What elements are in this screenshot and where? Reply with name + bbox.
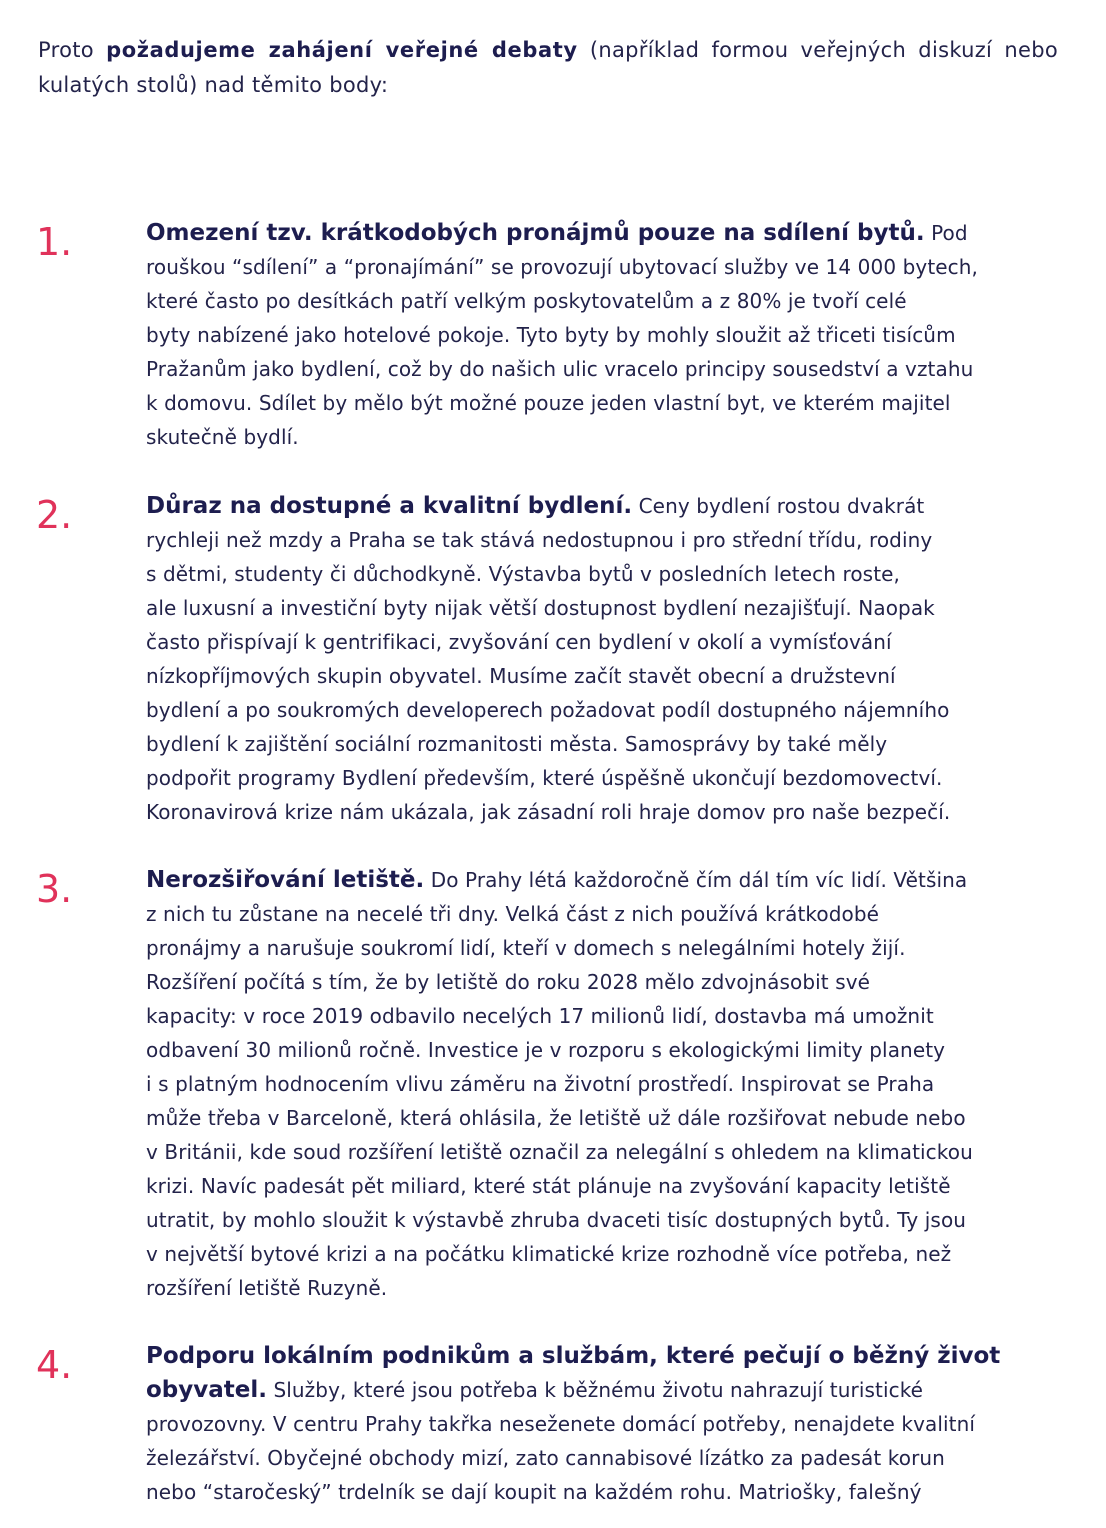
item-line: v největší bytové krizi a na počátku klimatické krize rozhodně více potřeba, než: [146, 1242, 952, 1266]
item-heading: Důraz na dostupné a kvalitní bydlení.: [146, 493, 633, 519]
item-line: může třeba v Barceloně, která ohlásila, že letiště už dále rozšiřovat nebude nebo: [146, 1106, 966, 1130]
item-line: které často po desítkách patří velkým poskytovatelům a z 80% je tvoří celé: [146, 289, 907, 313]
item-first-tail: Pod: [924, 221, 968, 245]
item-line: i s platným hodnocením vlivu záměru na životní prostředí. Inspirovat se Praha: [146, 1072, 935, 1096]
item-line: byty nabízené jako hotelové pokoje. Tyto byty by mohly sloužit až třiceti tisícům: [146, 323, 956, 347]
item-text: [146, 216, 1062, 454]
item-number: 3.: [36, 867, 73, 911]
item-first-line: [146, 489, 1062, 523]
item-line: pronájmy a narušuje soukromí lidí, kteří v domech s nelegálními hotely žijí.: [146, 936, 906, 960]
item-line: Koronavirová krize nám ukázala, jak zásadní roli hraje domov pro naše bezpečí.: [146, 800, 951, 824]
item-line: nebo “staročeský” trdelník se dají koupit na každém rohu. Matriošky, falešný: [146, 1480, 922, 1504]
intro-text-before: Proto: [38, 38, 107, 62]
intro-text-after: (například formou veřejných diskuzí nebo kulatých stolů) nad těmito body:: [38, 38, 1058, 97]
item-text: [146, 863, 1062, 1305]
item-first-line: [146, 1373, 1062, 1407]
item-line: ale luxusní a investiční byty nijak větší dostupnost bydlení nezajišťují. Naopak: [146, 596, 935, 620]
item-line: Rozšíření počítá s tím, že by letiště do roku 2028 mělo zdvojnásobit své: [146, 970, 871, 994]
intro-paragraph: [38, 33, 1058, 103]
item-text: [146, 1339, 1062, 1509]
item-first-tail: Do Prahy létá každoročně čím dál tím víc lidí. Většina: [424, 868, 968, 892]
item-line: často přispívají k gentrifikaci, zvyšování cen bydlení v okolí a vymísťování: [146, 630, 892, 654]
item-heading: Nerozšiřování letiště.: [146, 867, 425, 893]
item-line: podpořit programy Bydlení především, které úspěšně ukončují bezdomovectví.: [146, 766, 943, 790]
item-line: z nich tu zůstane na necelé tři dny. Velká část z nich používá krátkodobé: [146, 902, 880, 926]
item-line: železářství. Obyčejné obchody mizí, zato cannabisové lízátko za padesát korun: [146, 1446, 945, 1470]
item-line: bydlení a po soukromých developerech požadovat podíl dostupného nájemního: [146, 698, 950, 722]
intro-emphasis: požadujeme zahájení veřejné debaty: [106, 38, 578, 62]
item-line: odbavení 30 milionů ročně. Investice je v rozporu s ekologickými limity planety: [146, 1038, 946, 1062]
item-line: k domovu. Sdílet by mělo být možné pouze jeden vlastní byt, ve kterém majitel: [146, 391, 951, 415]
item-line: rychleji než mzdy a Praha se tak stává nedostupnou i pro střední třídu, rodiny: [146, 528, 933, 552]
item-first-line: [146, 863, 1062, 897]
item-line: skutečně bydlí.: [146, 425, 299, 449]
item-heading: Podporu lokálním podnikům a službám, které pečují o běžný život: [146, 1343, 1001, 1369]
item-line: bydlení k zajištění sociální rozmanitosti města. Samosprávy by také měly: [146, 732, 888, 756]
item-line: s dětmi, studenty či důchodkyně. Výstavba bytů v posledních letech roste,: [146, 562, 900, 586]
item-heading: Omezení tzv. krátkodobých pronájmů pouze na sdílení bytů.: [146, 220, 925, 246]
item-first-line: [146, 216, 1062, 250]
item-line: Pražanům jako bydlení, což by do našich ulic vracelo principy sousedství a vztahu: [146, 357, 974, 381]
item-number: 1.: [36, 220, 73, 264]
item-number: 2.: [36, 493, 73, 537]
item-line: krizi. Navíc padesát pět miliard, které stát plánuje na zvyšování kapacity letiště: [146, 1174, 951, 1198]
item-heading-continued: obyvatel.: [146, 1377, 267, 1403]
item-line: v Británii, kde soud rozšíření letiště označil za nelegální s ohledem na klimatickou: [146, 1140, 973, 1164]
item-line: utratit, by mohlo sloužit k výstavbě zhruba dvaceti tisíc dostupných bytů. Ty jsou: [146, 1208, 967, 1232]
item-line: rouškou “sdílení” a “pronajímání” se provozují ubytovací služby ve 14 000 bytech,: [146, 255, 979, 279]
item-line: provozovny. V centru Prahy takřka neseženete domácí potřeby, nenajdete kvalitní: [146, 1412, 976, 1436]
item-first-tail: Služby, které jsou potřeba k běžnému životu nahrazují turistické: [267, 1378, 924, 1402]
item-number: 4.: [36, 1343, 73, 1387]
item-line: rozšíření letiště Ruzyně.: [146, 1276, 388, 1300]
item-line: kapacity: v roce 2019 odbavilo necelých 17 milionů lidí, dostavba má umožnit: [146, 1004, 934, 1028]
item-text: [146, 489, 1062, 829]
item-first-tail: Ceny bydlení rostou dvakrát: [632, 494, 925, 518]
item-line: nízkopříjmových skupin obyvatel. Musíme začít stavět obecní a družstevní: [146, 664, 896, 688]
